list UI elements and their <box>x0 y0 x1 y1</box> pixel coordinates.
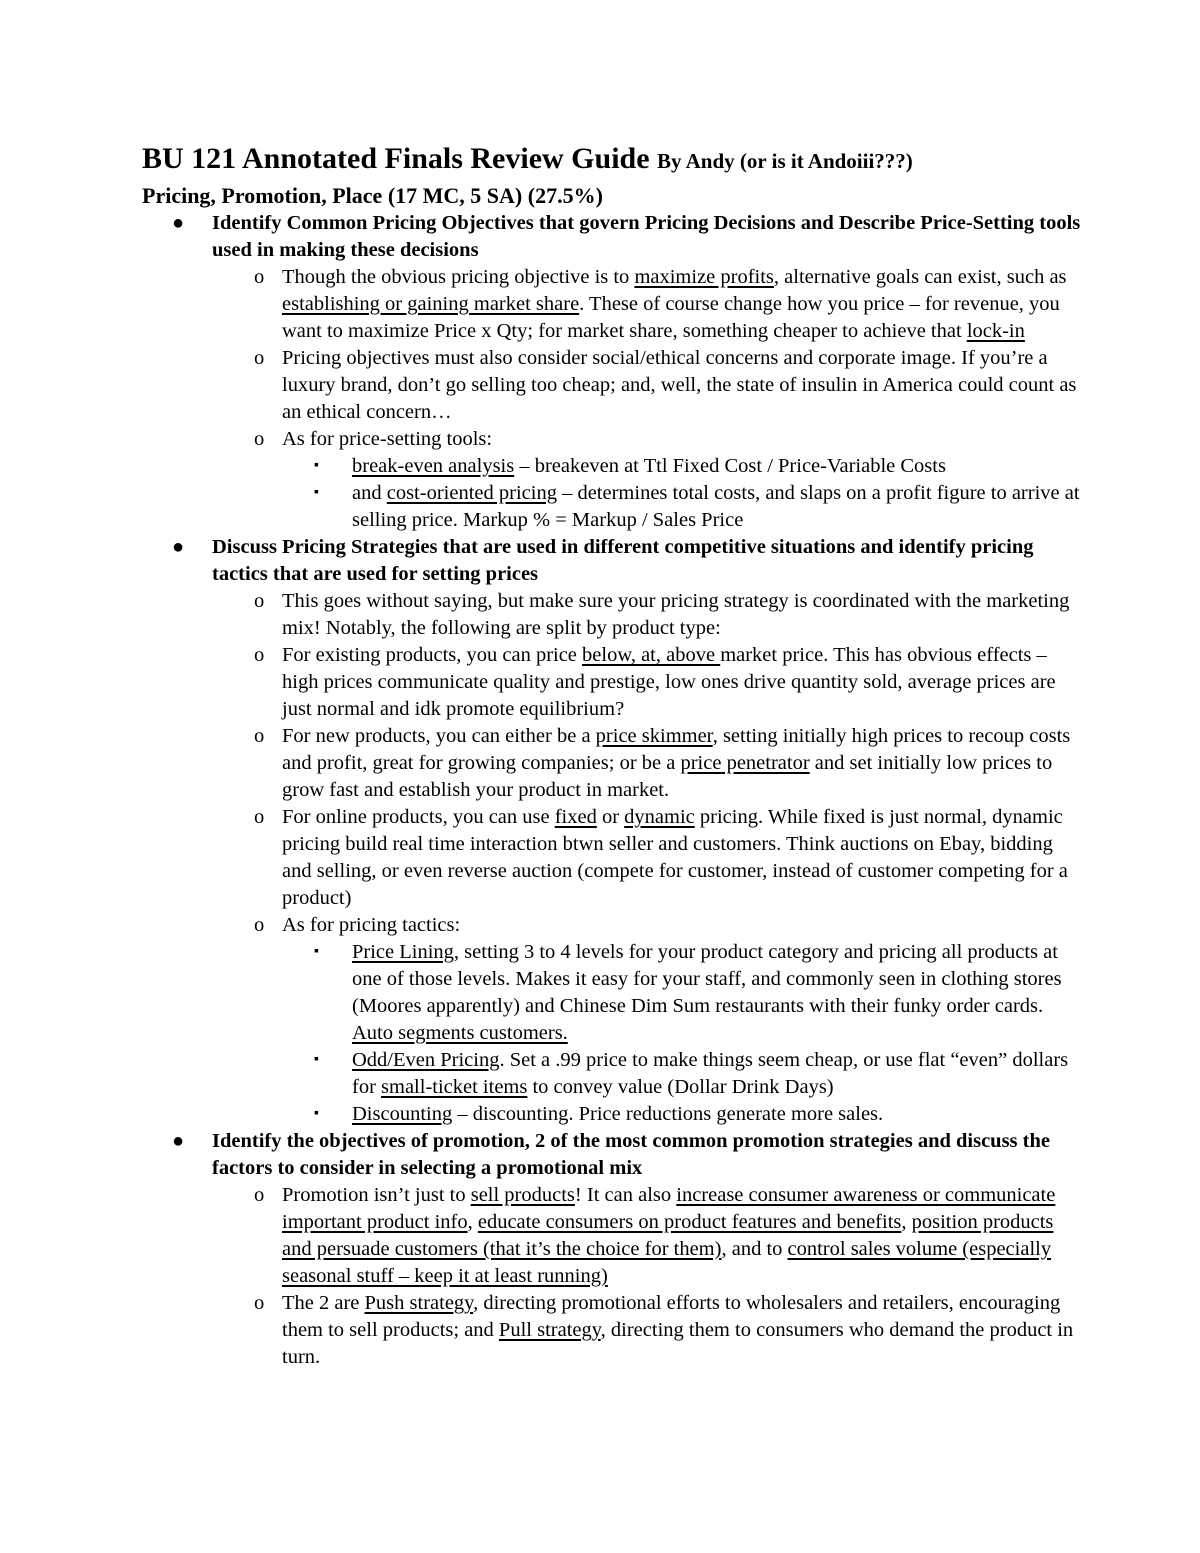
topic-list <box>142 210 1082 1371</box>
point-list <box>212 588 1082 1128</box>
page-title <box>142 140 1082 180</box>
bullet-square-icon: ▪ <box>314 944 319 959</box>
bullet-dot-icon: ● <box>172 212 185 234</box>
underlined-text: control sales volume (especially seasonal stuff – keep it at least running) <box>282 1238 1052 1287</box>
underlined-text: price penetrator <box>680 752 810 774</box>
bullet-circle-icon: o <box>254 428 265 450</box>
point-item <box>212 426 1082 534</box>
text-run: , alternative goals can exist, such as <box>773 266 1067 288</box>
text-run: Promotion isn’t just to <box>282 1184 471 1206</box>
underlined-text: Push strategy <box>364 1292 474 1314</box>
bullet-square-icon: ▪ <box>314 485 319 500</box>
text-run: ! It can also <box>574 1184 677 1206</box>
point-item <box>212 723 1082 804</box>
underlined-text: lock-in <box>966 320 1025 342</box>
bullet-circle-icon: o <box>254 644 265 666</box>
underlined-text: establishing or gaining market share <box>282 293 580 315</box>
underlined-text: cost-oriented pricing <box>386 482 557 504</box>
text-run: For new products, you can either be a <box>282 725 596 747</box>
subpoint-list <box>282 939 1082 1128</box>
point-item <box>212 1182 1082 1290</box>
bullet-circle-icon: o <box>254 725 265 747</box>
text-run: For existing products, you can price <box>282 644 583 666</box>
topic-heading: Discuss Pricing Strategies that are used in different competitive situations and identify pricing tactics that are used for setting prices <box>212 536 1034 585</box>
topic-item <box>142 534 1082 1128</box>
topic-heading: Identify Common Pricing Objectives that govern Pricing Decisions and Describe Price-Setting tools used in making these decisions <box>212 212 1081 261</box>
underlined-text: small-ticket items <box>381 1076 528 1098</box>
text-run: , <box>901 1211 912 1233</box>
subpoint-item <box>282 1047 1082 1101</box>
underlined-text: increase consumer awareness or communicate important product info <box>282 1184 1056 1233</box>
point-list <box>212 1182 1082 1371</box>
topic-item <box>142 1128 1082 1371</box>
text-run: , and to <box>721 1238 788 1260</box>
text-run: . Set a .99 price to make things seem cheap, or use flat “even” dollars for <box>352 1049 1069 1098</box>
text-run: – determines total costs, and slaps on a profit figure to arrive at selling price. Markup % = Markup / Sales Price <box>352 482 1080 531</box>
text-run: – breakeven at Ttl Fixed Cost / Price-Variable Costs <box>514 455 946 477</box>
point-item <box>212 642 1082 723</box>
title-text: BU 121 Annotated Finals Review Guide <box>142 142 650 175</box>
underlined-text: position products and persuade customers (that it’s the choice for them) <box>282 1211 1054 1260</box>
text-run: , directing them to consumers who demand the product in turn. <box>282 1319 1074 1368</box>
underlined-text: fixed <box>554 806 597 828</box>
text-run: pricing. While fixed is just normal, dynamic pricing build real time interaction btwn seller and customers. Think auctions on Ebay, bidding and selling, or even reverse auction (compete for customer, instead of customer competing for a product) <box>282 806 1068 909</box>
topic-item <box>142 210 1082 534</box>
point-item <box>212 912 1082 1128</box>
topic-heading: Identify the objectives of promotion, 2 of the most common promotion strategies and discuss the factors to consider in selecting a promotional mix <box>212 1130 1050 1179</box>
text-run: to convey value (Dollar Drink Days) <box>527 1076 834 1098</box>
subpoint-item <box>282 939 1082 1047</box>
bullet-circle-icon: o <box>254 590 265 612</box>
bullet-circle-icon: o <box>254 1292 265 1314</box>
underlined-text: maximize profits <box>634 266 774 288</box>
underlined-text: Auto segments customers. <box>352 1022 568 1044</box>
point-item <box>212 804 1082 912</box>
text-run: . These of course change how you price – for revenue, you want to maximize Price x Qty; for market share, something cheaper to achieve that <box>282 293 1060 342</box>
underlined-text: educate consumers on product features and benefits <box>477 1211 902 1233</box>
bullet-circle-icon: o <box>254 806 265 828</box>
underlined-text: below, at, above <box>582 644 721 666</box>
text-run: , setting initially high prices to recoup costs and profit, great for growing companies; or be a <box>282 725 1071 774</box>
point-item <box>212 345 1082 426</box>
text-run: As for price-setting tools: <box>282 428 493 450</box>
text-run: For online products, you can use <box>282 806 555 828</box>
bullet-dot-icon: ● <box>172 1130 185 1152</box>
section-heading: Pricing, Promotion, Place (17 MC, 5 SA) (27.5%) <box>142 183 603 208</box>
underlined-text: price skimmer <box>595 725 713 747</box>
subpoint-list <box>282 453 1082 534</box>
underlined-text: Pull strategy <box>498 1319 601 1341</box>
underlined-text: Discounting <box>352 1103 453 1125</box>
text-run: and set initially low prices to grow fast and establish your product in market. <box>282 752 1053 801</box>
text-run: , setting 3 to 4 levels for your product category and pricing all products at one of those levels. Makes it easy for your staff, and commonly seen in clothing stores (Moores apparently) and Chinese Dim Sum restaurants with their funky order cards. <box>352 941 1062 1017</box>
bullet-square-icon: ▪ <box>314 458 319 473</box>
point-item <box>212 588 1082 642</box>
text-run: – discounting. Price reductions generate more sales. <box>452 1103 884 1125</box>
bullet-square-icon: ▪ <box>314 1052 319 1067</box>
underlined-text: break-even analysis <box>352 455 515 477</box>
point-item <box>212 264 1082 345</box>
underlined-text: Odd/Even Pricing <box>352 1049 500 1071</box>
bullet-square-icon: ▪ <box>314 1106 319 1121</box>
subpoint-item <box>282 453 1082 480</box>
bullet-circle-icon: o <box>254 914 265 936</box>
bullet-circle-icon: o <box>254 347 265 369</box>
underlined-text: sell products <box>470 1184 575 1206</box>
text-run: market price. This has obvious effects – high prices communicate quality and prestige, low ones drive quantity sold, average prices are just normal and idk promote equilibrium? <box>282 644 1056 720</box>
subpoint-item <box>282 1101 1082 1128</box>
document-body <box>142 140 1082 1371</box>
author-byline: By Andy (or is it Andoiii???) <box>657 149 913 173</box>
text-run: This goes without saying, but make sure your pricing strategy is coordinated with the marketing mix! Notably, the following are split by product type: <box>282 590 1070 639</box>
text-run: As for pricing tactics: <box>282 914 461 936</box>
bullet-circle-icon: o <box>254 1184 265 1206</box>
bullet-circle-icon: o <box>254 266 265 288</box>
underlined-text: Price Lining <box>352 941 454 963</box>
point-list <box>212 264 1082 534</box>
text-run: and <box>352 482 387 504</box>
text-run: , <box>467 1211 478 1233</box>
subpoint-item <box>282 480 1082 534</box>
bullet-dot-icon: ● <box>172 536 185 558</box>
text-run: or <box>596 806 625 828</box>
text-run: Pricing objectives must also consider social/ethical concerns and corporate image. If you’re a luxury brand, don’t go selling too cheap; and, well, the state of insulin in America could count as an ethical concern… <box>282 347 1077 423</box>
point-item <box>212 1290 1082 1371</box>
underlined-text: dynamic <box>624 806 695 828</box>
text-run: The 2 are <box>282 1292 365 1314</box>
text-run: Though the obvious pricing objective is to <box>282 266 635 288</box>
text-run: , directing promotional efforts to wholesalers and retailers, encouraging them to sell products; and <box>282 1292 1061 1341</box>
